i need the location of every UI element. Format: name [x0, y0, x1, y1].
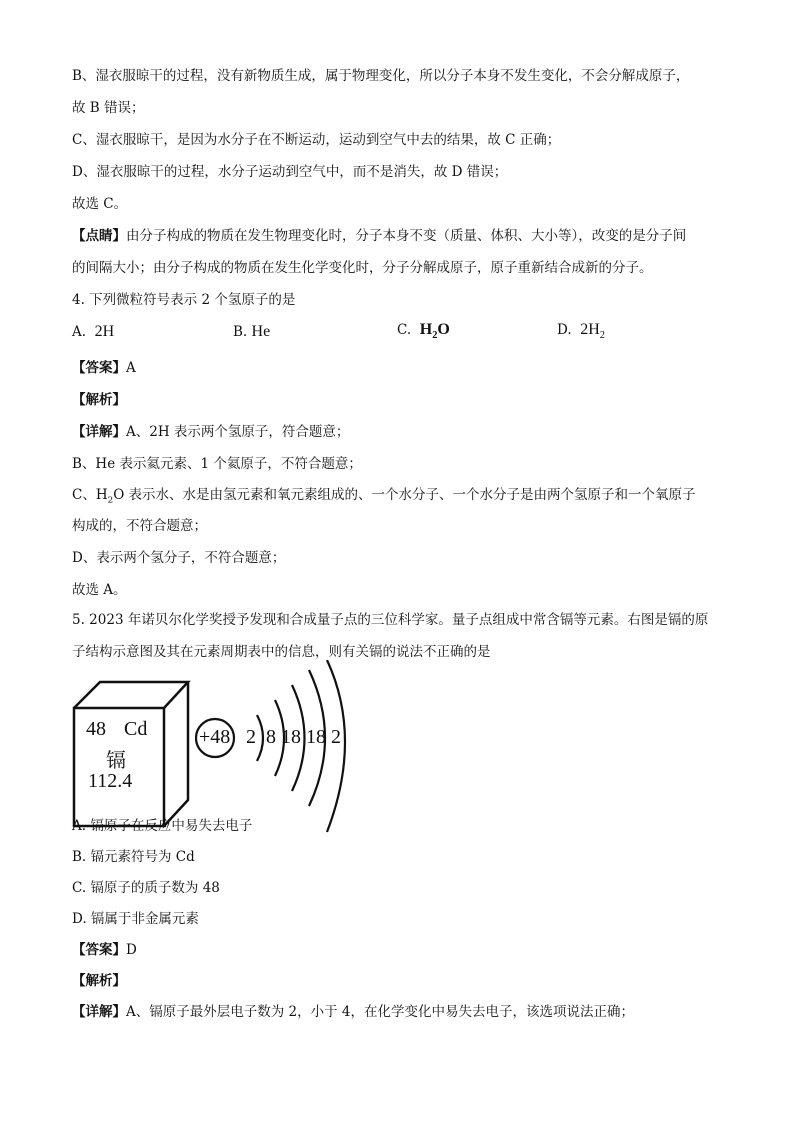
element-atomic-mass: 112.4 — [88, 770, 133, 792]
q4-detail-c2: 构成的，不符合题意； — [72, 518, 207, 534]
q4-option-b — [233, 322, 270, 342]
q4-answer-label: 【答案】 — [72, 360, 126, 376]
tip-text-1: 由分子构成的物质在发生物理变化时，分子本身不变（质量、体积、大小等），改变的是分子间 — [126, 228, 687, 244]
q4-detail-label: 【详解】 — [72, 424, 126, 440]
explanation-line-b1: B、湿衣服晾干的过程，没有新物质生成，属于物理变化，所以分子本身不发生变化，不会分解成原子， — [72, 68, 690, 84]
q4-option-b-label: B. — [233, 324, 248, 340]
element-tile-cube — [72, 680, 200, 830]
element-symbol: Cd — [124, 718, 148, 740]
select-c: 故选 C。 — [72, 196, 128, 212]
explanation-line-c: C、湿衣服晾干，是因为水分子在不断运动，运动到空气中去的结果，故 C 正确； — [72, 132, 561, 148]
q4-answer-value: A — [126, 360, 136, 376]
q4-detail-c: C、$H_2O$ 表示水、水是由氢元素和氧元素组成的、一个水分子、一个水分子是由两个氢原子和一个氧原子 — [72, 487, 696, 506]
q5-option-d: D. 镉属于非金属元素 — [72, 911, 199, 927]
q4-option-c-formula: $H_2O$ — [419, 321, 450, 342]
q5-answer-value: D — [126, 942, 137, 958]
q4-option-a — [72, 322, 114, 342]
q5-option-a: A. 镉原子在反应中易失去电子 — [72, 818, 253, 834]
q4-option-d-formula: $2H_2$ — [580, 321, 605, 342]
element-tile — [72, 680, 200, 830]
q4-option-c — [397, 320, 450, 346]
tip-label: 【点睛】 — [72, 228, 126, 244]
q4-option-c-label: C. — [397, 322, 412, 338]
q4-stem: 4. 下列微粒符号表示 2 个氢原子的是 — [72, 292, 296, 308]
q4-option-a-value: 2H — [94, 323, 115, 340]
q5-stem-2: 子结构示意图及其在元素周期表中的信息，则有关镉的说法不正确的是 — [72, 644, 491, 660]
q5-option-c: C. 镉原子的质子数为 48 — [72, 880, 220, 896]
atomic-structure-diagram — [195, 660, 365, 835]
q4-option-d — [557, 320, 605, 346]
q5-answer — [72, 940, 137, 960]
q5-analysis-label: 【解析】 — [72, 973, 126, 989]
shell-electron-counts: 2 8 18 18 2 — [246, 726, 341, 748]
q4-detail-d: D、表示两个氢分子，不符合题意； — [72, 550, 286, 566]
q4-option-d-label: D. — [557, 322, 572, 338]
q5-detail-label: 【详解】 — [72, 1004, 126, 1020]
q4-detail-b: B、He 表示氦元素、1 个氦原子，不符合题意； — [72, 456, 362, 472]
q4-analysis-label: 【解析】 — [72, 392, 126, 408]
element-name: 镉 — [106, 750, 126, 772]
q4-answer — [72, 358, 136, 378]
q5-answer-label: 【答案】 — [72, 942, 126, 958]
explanation-line-b2: 故 B 错误； — [72, 100, 145, 116]
q5-stem-1: 5. 2023 年诺贝尔化学奖授予发现和合成量子点的三位科学家。量子点组成中常含镉等元素。右图是镉的原 — [72, 612, 709, 628]
q4-detail-a: 【详解】A、2H 表示两个氢原子，符合题意； — [72, 424, 350, 440]
q5-option-b: B. 镉元素符号为 Cd — [72, 849, 195, 865]
q4-option-a-label: A. — [72, 324, 87, 340]
explanation-line-d: D、湿衣服晾干的过程，水分子运动到空气中，而不是消失，故 D 错误； — [72, 164, 508, 180]
element-atomic-number: 48 — [86, 718, 106, 740]
tip-line-2: 的间隔大小；由分子构成的物质在发生化学变化时，分子分解成原子，原子重新结合成新的分子。 — [72, 260, 653, 276]
tip-line-1 — [72, 226, 686, 246]
nucleus-charge: +48 — [199, 726, 231, 748]
q4-option-b-value: He — [251, 323, 271, 340]
q4-select: 故选 A。 — [72, 582, 127, 598]
q5-detail-a: 【详解】A、镉原子最外层电子数为 2，小于 4，在化学变化中易失去电子，该选项说法正确； — [72, 1004, 635, 1020]
